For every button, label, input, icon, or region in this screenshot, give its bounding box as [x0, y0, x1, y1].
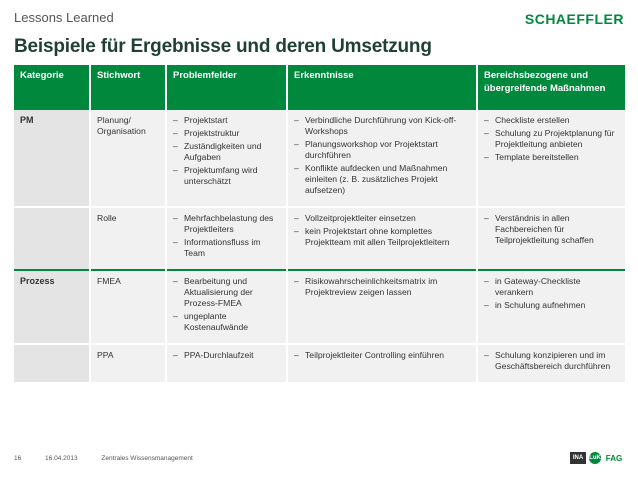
cell-stichwort: Planung/ Organisation	[90, 109, 166, 207]
cell-stichwort: Rolle	[90, 207, 166, 270]
list-item: – Schulung zu Projektplanung für Projektleitung anbieten	[484, 128, 619, 150]
cell-problemfelder	[166, 270, 287, 344]
cell-stichwort: FMEA	[90, 270, 166, 344]
cell-kategorie: PM	[14, 109, 90, 207]
list-item: – ungeplante Kostenaufwände	[173, 311, 280, 333]
table-row	[14, 270, 625, 344]
massnahmen-list	[484, 276, 619, 311]
page-number: 16	[14, 455, 22, 462]
table-header-row	[14, 65, 625, 109]
column-header-massnahmen: Bereichsbezogene und übergreifende Maßnahmen	[477, 65, 625, 109]
footer-department: Zentrales Wissensmanagement	[101, 455, 193, 462]
list-item: – Zuständigkeiten und Aufgaben	[173, 141, 280, 163]
list-item: – Planungsworkshop vor Projektstart durchführen	[294, 139, 470, 161]
cell-erkenntnisse	[287, 344, 477, 382]
list-item: – in Gateway-Checkliste verankern	[484, 276, 619, 298]
erkenntnisse-list	[294, 276, 470, 298]
cell-erkenntnisse	[287, 207, 477, 270]
footer-date: 16.04.2013	[45, 455, 78, 462]
page-title: Beispiele für Ergebnisse und deren Umsetzung	[14, 36, 432, 57]
problemfelder-list	[173, 350, 280, 361]
list-item: – Teilprojektleiter Controlling einführen	[294, 350, 470, 361]
brand-logo: SCHAEFFLER	[524, 11, 624, 27]
table-row	[14, 109, 625, 207]
list-item: – Mehrfachbelastung des Projektleiters	[173, 213, 280, 235]
cell-stichwort: PPA	[90, 344, 166, 382]
problemfelder-list	[173, 213, 280, 259]
cell-kategorie	[14, 207, 90, 270]
list-item: – Risikowahrscheinlichkeitsmatrix im Projektreview zeigen lassen	[294, 276, 470, 298]
list-item: – kein Projektstart ohne komplettes Projektteam mit allen Teilprojektleitern	[294, 226, 470, 248]
cell-kategorie	[14, 344, 90, 382]
erkenntnisse-list	[294, 350, 470, 361]
massnahmen-list	[484, 213, 619, 246]
cell-massnahmen	[477, 109, 625, 207]
table-row	[14, 207, 625, 270]
cell-massnahmen	[477, 344, 625, 382]
list-item: – Projektumfang wird unterschätzt	[173, 165, 280, 187]
table-body	[14, 109, 625, 382]
ina-logo: INA	[570, 452, 586, 464]
fag-logo: FAG	[605, 453, 623, 463]
cell-erkenntnisse	[287, 270, 477, 344]
column-header-erkenntnisse: Erkenntnisse	[287, 65, 477, 109]
cell-problemfelder	[166, 109, 287, 207]
list-item: – Template bereitstellen	[484, 152, 619, 163]
list-item: – Schulung konzipieren und im Geschäftsbereich durchführen	[484, 350, 619, 372]
erkenntnisse-list	[294, 213, 470, 248]
problemfelder-list	[173, 276, 280, 333]
list-item: – Bearbeitung und Aktualisierung der Prozess-FMEA	[173, 276, 280, 309]
list-item: – Projektstart	[173, 115, 280, 126]
cell-problemfelder	[166, 344, 287, 382]
massnahmen-list	[484, 350, 619, 372]
list-item: – Checkliste erstellen	[484, 115, 619, 126]
cell-kategorie: Prozess	[14, 270, 90, 344]
erkenntnisse-list	[294, 115, 470, 196]
list-item: – Informationsfluss im Team	[173, 237, 280, 259]
cell-problemfelder	[166, 207, 287, 270]
list-item: – Vollzeitprojektleiter einsetzen	[294, 213, 470, 224]
list-item: – Verständnis in allen Fachbereichen für Teilprojektleitung schaffen	[484, 213, 619, 246]
list-item: – Projektstruktur	[173, 128, 280, 139]
list-item: – Verbindliche Durchführung von Kick-off-Workshops	[294, 115, 470, 137]
problemfelder-list	[173, 115, 280, 187]
column-header-stichwort: Stichwort	[90, 65, 166, 109]
cell-massnahmen	[477, 270, 625, 344]
luk-logo: LuK	[589, 452, 601, 464]
results-table	[14, 65, 625, 382]
footer-logos	[570, 452, 624, 464]
list-item: – in Schulung aufnehmen	[484, 300, 619, 311]
overline: Lessons Learned	[14, 10, 114, 25]
massnahmen-list	[484, 115, 619, 163]
column-header-problemfelder: Problemfelder	[166, 65, 287, 109]
cell-erkenntnisse	[287, 109, 477, 207]
cell-massnahmen	[477, 207, 625, 270]
list-item: – PPA-Durchlaufzeit	[173, 350, 280, 361]
column-header-kategorie: Kategorie	[14, 65, 90, 109]
list-item: – Konflikte aufdecken und Maßnahmen einleiten (z. B. zusätzliches Projekt aufsetzen)	[294, 163, 470, 196]
table-row	[14, 344, 625, 382]
footer	[14, 455, 215, 462]
